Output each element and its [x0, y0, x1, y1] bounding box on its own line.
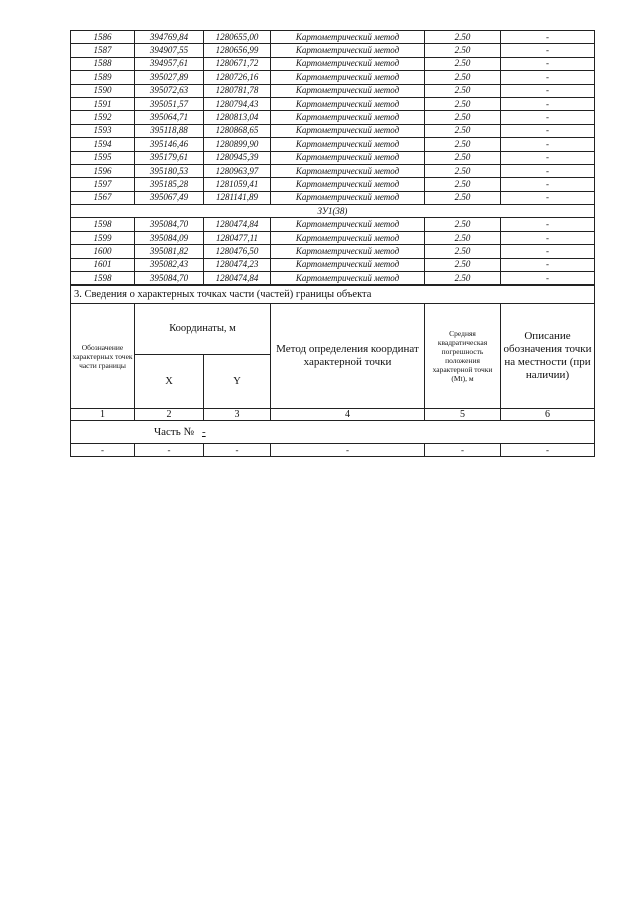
- point-id-cell: 1590: [71, 84, 135, 97]
- accuracy-cell: 2.50: [425, 218, 501, 231]
- x-cell: 395064,71: [135, 111, 204, 124]
- part-value: -: [201, 426, 206, 439]
- point-id-cell: 1594: [71, 138, 135, 151]
- section3-heading: 3. Сведения о характерных точках части (частей) границы объекта: [71, 286, 595, 304]
- column-number: 5: [425, 409, 501, 421]
- x-cell: 395146,46: [135, 138, 204, 151]
- y-cell: 1280868,65: [204, 124, 271, 137]
- method-cell: Картометрический метод: [271, 151, 425, 164]
- description-cell: -: [501, 97, 595, 110]
- table-row: [71, 151, 595, 164]
- y-cell: 1280477,11: [204, 231, 271, 244]
- method-cell: Картометрический метод: [271, 164, 425, 177]
- method-cell: Картометрический метод: [271, 44, 425, 57]
- point-id-cell: 1567: [71, 191, 135, 204]
- point-id-cell: 1598: [71, 272, 135, 285]
- y-cell: 1280945,39: [204, 151, 271, 164]
- description-cell: -: [501, 218, 595, 231]
- accuracy-cell: 2.50: [425, 272, 501, 285]
- accuracy-cell: 2.50: [425, 57, 501, 70]
- header-y: Y: [204, 354, 271, 409]
- column-number: 3: [204, 409, 271, 421]
- point-id-cell: 1598: [71, 218, 135, 231]
- x-cell: 394769,84: [135, 31, 204, 44]
- column-number: 2: [135, 409, 204, 421]
- x-cell: 395185,28: [135, 178, 204, 191]
- table-cell: -: [271, 444, 425, 457]
- description-cell: -: [501, 71, 595, 84]
- x-cell: 395084,70: [135, 272, 204, 285]
- description-cell: -: [501, 138, 595, 151]
- y-cell: 1280474,84: [204, 218, 271, 231]
- empty-row: [71, 444, 595, 457]
- accuracy-cell: 2.50: [425, 164, 501, 177]
- table-row: [71, 178, 595, 191]
- part-cell: [71, 421, 595, 444]
- y-cell: 1280474,84: [204, 272, 271, 285]
- accuracy-cell: 2.50: [425, 97, 501, 110]
- method-cell: Картометрический метод: [271, 111, 425, 124]
- table-row: [71, 191, 595, 204]
- method-cell: Картометрический метод: [271, 31, 425, 44]
- y-cell: 1281059,41: [204, 178, 271, 191]
- accuracy-cell: 2.50: [425, 191, 501, 204]
- description-cell: -: [501, 84, 595, 97]
- accuracy-cell: 2.50: [425, 111, 501, 124]
- method-cell: Картометрический метод: [271, 245, 425, 258]
- table-row: [71, 31, 595, 44]
- header-description: Описание обозначения точки на местности (при наличии): [501, 304, 595, 409]
- method-cell: Картометрический метод: [271, 138, 425, 151]
- description-cell: -: [501, 231, 595, 244]
- table-cell: -: [425, 444, 501, 457]
- table-cell: -: [204, 444, 271, 457]
- accuracy-cell: 2.50: [425, 245, 501, 258]
- y-cell: 1280655,00: [204, 31, 271, 44]
- x-cell: 395179,61: [135, 151, 204, 164]
- point-id-cell: 1593: [71, 124, 135, 137]
- table-row: [71, 164, 595, 177]
- table-row: [71, 245, 595, 258]
- x-cell: 395084,09: [135, 231, 204, 244]
- coordinates-rows-part2: [71, 218, 595, 285]
- header-method: Метод определения координат характерной точки: [271, 304, 425, 409]
- x-cell: 395027,89: [135, 71, 204, 84]
- x-cell: 395081,82: [135, 245, 204, 258]
- accuracy-cell: 2.50: [425, 258, 501, 271]
- description-cell: -: [501, 191, 595, 204]
- point-id-cell: 1599: [71, 231, 135, 244]
- description-cell: -: [501, 151, 595, 164]
- point-id-cell: 1586: [71, 31, 135, 44]
- point-id-cell: 1587: [71, 44, 135, 57]
- y-cell: 1280781,78: [204, 84, 271, 97]
- point-id-cell: 1597: [71, 178, 135, 191]
- y-cell: 1280794,43: [204, 97, 271, 110]
- accuracy-cell: 2.50: [425, 71, 501, 84]
- table-row: [71, 231, 595, 244]
- column-number: 6: [501, 409, 595, 421]
- method-cell: Картометрический метод: [271, 258, 425, 271]
- y-cell: 1280726,16: [204, 71, 271, 84]
- table-row: [71, 124, 595, 137]
- point-id-cell: 1588: [71, 57, 135, 70]
- description-cell: -: [501, 44, 595, 57]
- table-row: [71, 272, 595, 285]
- y-cell: 1280963,97: [204, 164, 271, 177]
- method-cell: Картометрический метод: [271, 231, 425, 244]
- description-cell: -: [501, 272, 595, 285]
- point-id-cell: 1595: [71, 151, 135, 164]
- description-cell: -: [501, 164, 595, 177]
- table-row: [71, 218, 595, 231]
- method-cell: Картометрический метод: [271, 97, 425, 110]
- x-cell: 395180,53: [135, 164, 204, 177]
- section-label: ЗУ1(38): [71, 205, 595, 218]
- description-cell: -: [501, 245, 595, 258]
- column-number: 4: [271, 409, 425, 421]
- point-id-cell: 1591: [71, 97, 135, 110]
- table-row: [71, 97, 595, 110]
- table-row: [71, 71, 595, 84]
- section-row: [71, 205, 595, 218]
- x-cell: 394957,61: [135, 57, 204, 70]
- table-cell: -: [135, 444, 204, 457]
- y-cell: 1280899,90: [204, 138, 271, 151]
- x-cell: 395082,43: [135, 258, 204, 271]
- method-cell: Картометрический метод: [271, 71, 425, 84]
- point-id-cell: 1600: [71, 245, 135, 258]
- part-row: [71, 421, 595, 444]
- x-cell: 395118,88: [135, 124, 204, 137]
- accuracy-cell: 2.50: [425, 138, 501, 151]
- description-cell: -: [501, 31, 595, 44]
- y-cell: 1280474,23: [204, 258, 271, 271]
- description-cell: -: [501, 57, 595, 70]
- point-id-cell: 1601: [71, 258, 135, 271]
- part-label: Часть №: [154, 426, 194, 439]
- method-cell: Картометрический метод: [271, 272, 425, 285]
- accuracy-cell: 2.50: [425, 44, 501, 57]
- y-cell: 1280656,99: [204, 44, 271, 57]
- table-row: [71, 84, 595, 97]
- point-id-cell: 1592: [71, 111, 135, 124]
- table-row: [71, 258, 595, 271]
- accuracy-cell: 2.50: [425, 151, 501, 164]
- description-cell: -: [501, 258, 595, 271]
- section3-table: [70, 285, 595, 457]
- point-id-cell: 1596: [71, 164, 135, 177]
- point-id-cell: 1589: [71, 71, 135, 84]
- accuracy-cell: 2.50: [425, 84, 501, 97]
- method-cell: Картометрический метод: [271, 124, 425, 137]
- table-row: [71, 138, 595, 151]
- x-cell: 395067,49: [135, 191, 204, 204]
- method-cell: Картометрический метод: [271, 178, 425, 191]
- description-cell: -: [501, 111, 595, 124]
- coordinates-table: [70, 30, 595, 285]
- x-cell: 395072,63: [135, 84, 204, 97]
- y-cell: 1280476,50: [204, 245, 271, 258]
- table-cell: -: [501, 444, 595, 457]
- coordinates-rows-part1: [71, 31, 595, 205]
- table-row: [71, 44, 595, 57]
- y-cell: 1281141,89: [204, 191, 271, 204]
- table-cell: -: [71, 444, 135, 457]
- accuracy-cell: 2.50: [425, 178, 501, 191]
- x-cell: 394907,55: [135, 44, 204, 57]
- table-row: [71, 111, 595, 124]
- description-cell: -: [501, 178, 595, 191]
- column-number: 1: [71, 409, 135, 421]
- table-row: [71, 57, 595, 70]
- header-point-designation: Обозначение характерных точек части границы: [71, 304, 135, 409]
- column-numbers-row: [71, 409, 595, 421]
- method-cell: Картометрический метод: [271, 84, 425, 97]
- y-cell: 1280813,04: [204, 111, 271, 124]
- method-cell: Картометрический метод: [271, 57, 425, 70]
- x-cell: 395051,57: [135, 97, 204, 110]
- y-cell: 1280671,72: [204, 57, 271, 70]
- method-cell: Картометрический метод: [271, 191, 425, 204]
- x-cell: 395084,70: [135, 218, 204, 231]
- header-coordinates: Координаты, м: [135, 304, 271, 354]
- header-accuracy: Средняя квадратическая погрешность положения характерной точки (Мt), м: [425, 304, 501, 409]
- description-cell: -: [501, 124, 595, 137]
- method-cell: Картометрический метод: [271, 218, 425, 231]
- header-x: X: [135, 354, 204, 409]
- document-page: [70, 30, 594, 457]
- accuracy-cell: 2.50: [425, 124, 501, 137]
- accuracy-cell: 2.50: [425, 31, 501, 44]
- accuracy-cell: 2.50: [425, 231, 501, 244]
